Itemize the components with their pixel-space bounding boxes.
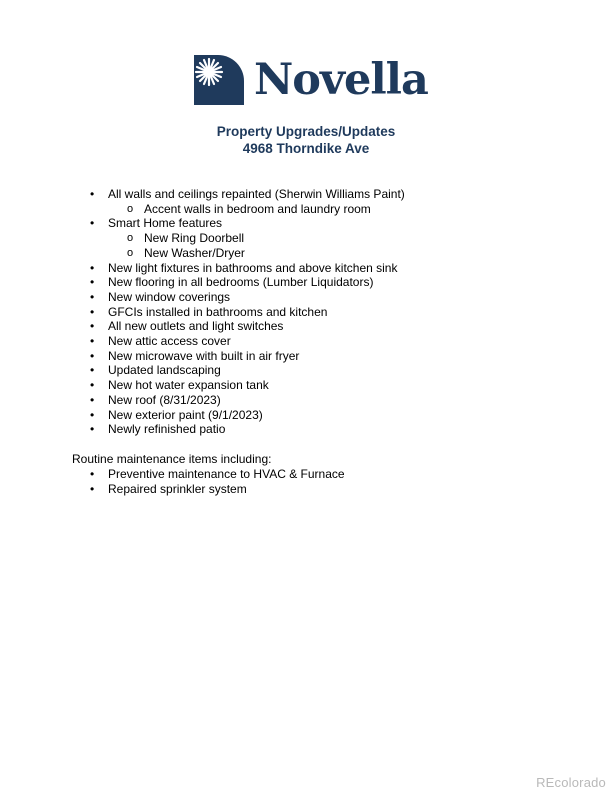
list-item	[108, 393, 405, 408]
sub-list-item: o New Washer/Dryer	[144, 246, 405, 261]
routine-maintenance-list	[108, 467, 345, 496]
list-item: • Repaired sprinkler system	[108, 482, 345, 497]
list-item-text: New light fixtures in bathrooms and above kitchen sink	[108, 260, 398, 275]
list-item	[108, 334, 405, 349]
novella-logo	[194, 54, 428, 106]
sub-list	[108, 231, 405, 260]
list-item-text: Smart Home features	[108, 216, 223, 231]
list-item	[108, 408, 405, 423]
star-burst-icon	[194, 55, 244, 105]
sub-list-item: o New Ring Doorbell	[144, 231, 405, 246]
document-header	[0, 123, 612, 157]
list-item-text: Updated landscaping	[108, 363, 221, 378]
sub-list-item: o Accent walls in bedroom and laundry room	[144, 202, 405, 217]
upgrades-list	[108, 187, 405, 437]
routine-maintenance-label: Routine maintenance items including:	[72, 452, 272, 466]
list-item-text: New attic access cover	[108, 334, 231, 349]
list-item	[108, 378, 405, 393]
page-title: Property Upgrades/Updates	[216, 124, 396, 139]
list-item-text: Newly refinished patio	[108, 422, 226, 437]
list-item-text: New exterior paint (9/1/2023)	[108, 407, 263, 422]
list-item	[108, 349, 405, 364]
list-item: • Preventive maintenance to HVAC & Furnace	[108, 467, 345, 482]
list-item	[108, 363, 405, 378]
list-item	[108, 290, 405, 305]
list-item	[108, 187, 405, 216]
list-item	[108, 319, 405, 334]
list-item	[108, 305, 405, 320]
sub-list	[108, 202, 405, 217]
list-item	[108, 261, 405, 276]
list-item-text: New microwave with built in air fryer	[108, 348, 300, 363]
list-item-text: New hot water expansion tank	[108, 378, 269, 393]
list-item	[108, 216, 405, 260]
list-item	[108, 275, 405, 290]
list-item-text: New window coverings	[108, 289, 231, 304]
list-item-text: All walls and ceilings repainted (Sherwin Williams Paint)	[108, 187, 405, 201]
list-item-text: New flooring in all bedrooms (Lumber Liquidators)	[108, 275, 374, 290]
list-item-text: New roof (8/31/2023)	[108, 392, 221, 407]
list-item-text: All new outlets and light switches	[108, 319, 284, 334]
logo-wordmark: Novella	[254, 54, 428, 105]
property-address: 4968 Thorndike Ave	[242, 141, 370, 156]
recolorado-watermark: REcolorado	[536, 775, 606, 790]
list-item-text: GFCIs installed in bathrooms and kitchen	[108, 304, 328, 319]
list-item	[108, 422, 405, 437]
